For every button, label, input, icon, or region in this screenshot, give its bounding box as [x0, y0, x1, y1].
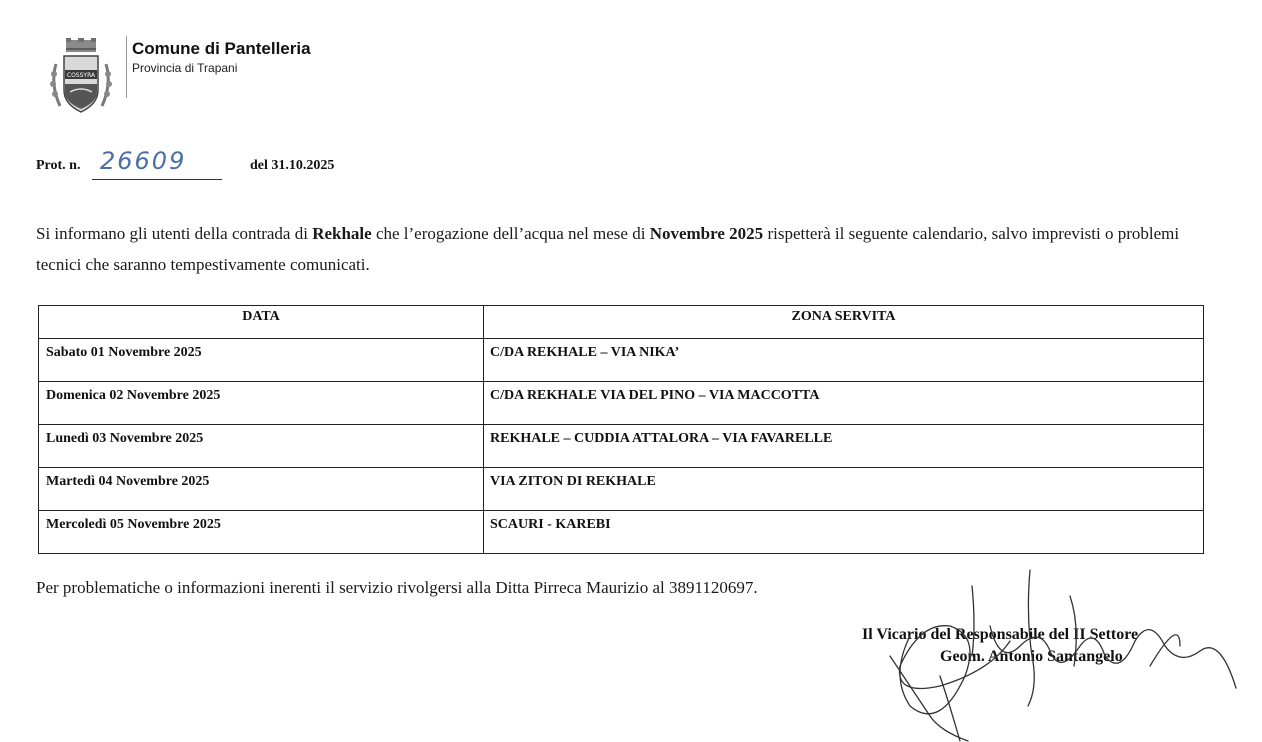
row-zone: REKHALE – CUDDIA ATTALORA – VIA FAVARELLE — [484, 425, 1204, 468]
column-header-date: DATA — [39, 306, 484, 339]
svg-text:COSSYRA: COSSYRA — [66, 72, 96, 79]
province-name: Provincia di Trapani — [132, 61, 238, 75]
table-header-row — [39, 306, 1204, 339]
intro-month: Novembre 2025 — [649, 224, 764, 243]
row-zone: SCAURI - KAREBI — [484, 511, 1204, 554]
row-zone: C/DA REKHALE VIA DEL PINO – VIA MACCOTTA — [484, 382, 1204, 425]
water-schedule-table — [38, 305, 1204, 554]
row-zone: C/DA REKHALE – VIA NIKA’ — [484, 339, 1204, 382]
intro-paragraph — [36, 218, 1226, 280]
table-row — [39, 425, 1204, 468]
protocol-number-handwritten: 26609 — [92, 144, 222, 180]
municipal-crest-logo — [46, 34, 116, 118]
header-divider — [126, 36, 127, 98]
row-zone: VIA ZITON DI REKHALE — [484, 468, 1204, 511]
protocol-line — [36, 147, 456, 182]
intro-text: che l’erogazione dell’acqua nel mese di — [371, 224, 650, 243]
contact-paragraph: Per problematiche o informazioni inerenti il servizio rivolgersi alla Ditta Pirreca Maurizio al 3891120697. — [36, 578, 758, 597]
letterhead — [46, 32, 446, 112]
table-row — [39, 339, 1204, 382]
table-row — [39, 468, 1204, 511]
table-row — [39, 511, 1204, 554]
row-date: Lunedì 03 Novembre 2025 — [39, 425, 484, 468]
intro-contrada: Rekhale — [312, 224, 372, 243]
protocol-label: Prot. n. — [36, 158, 81, 173]
row-date: Martedì 04 Novembre 2025 — [39, 468, 484, 511]
signatory-title: Il Vicario del Responsabile del II Settore — [862, 626, 1139, 643]
row-date: Mercoledì 05 Novembre 2025 — [39, 511, 484, 554]
municipality-name: Comune di Pantelleria — [132, 39, 311, 58]
row-date: Domenica 02 Novembre 2025 — [39, 382, 484, 425]
intro-text: Si informano gli utenti della contrada di — [36, 224, 313, 243]
row-date: Sabato 01 Novembre 2025 — [39, 339, 484, 382]
signatory-name: Geom. Antonio Santangelo — [940, 648, 1123, 665]
protocol-date: del 31.10.2025 — [250, 158, 335, 173]
intro-text: rispetterà il seguente calendario, salvo imprevisti o problemi tecnici che saranno tempestivamente comunicati. — [36, 224, 1180, 274]
table-row — [39, 382, 1204, 425]
column-header-zone: ZONA SERVITA — [484, 306, 1204, 339]
